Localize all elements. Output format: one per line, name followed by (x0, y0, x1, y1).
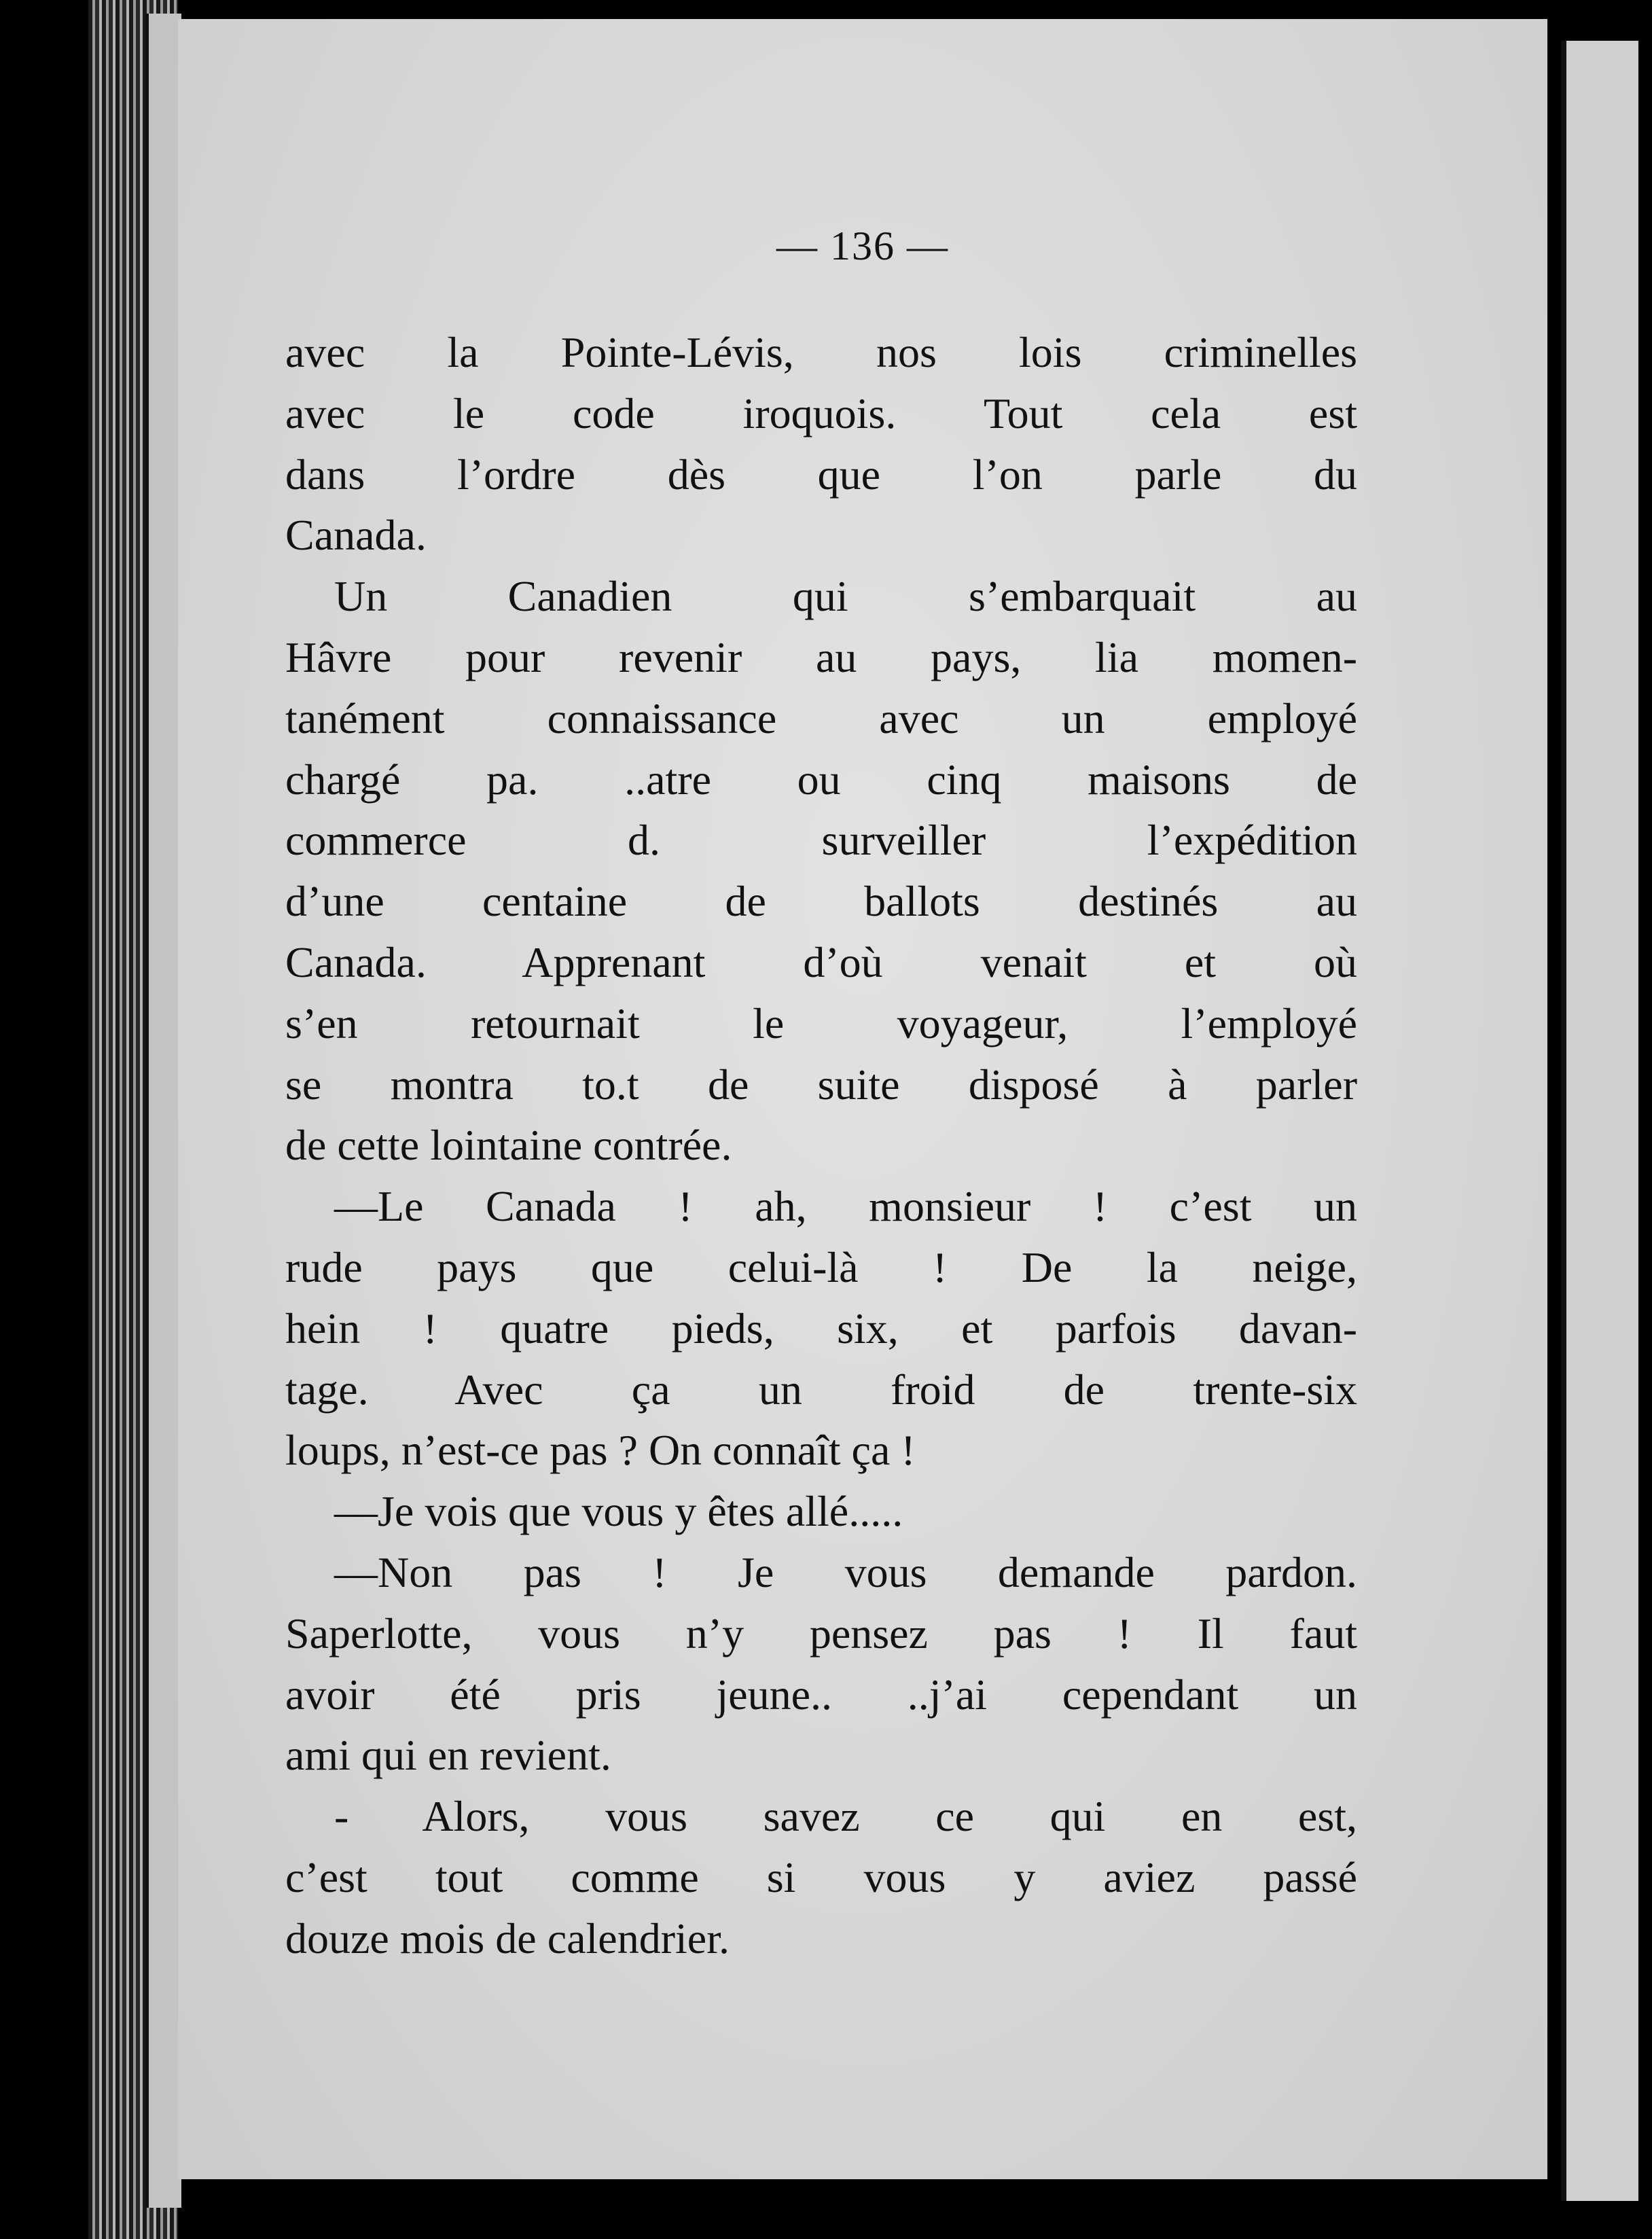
page-edge-inner (145, 14, 181, 2208)
facing-page-edge (1561, 41, 1638, 2201)
text-line: hein ! quatre pieds, six, et parfois davan- (285, 1304, 1357, 1353)
text-line: douze mois de calendrier. (285, 1914, 730, 1963)
text-line: avec la Pointe-Lévis, nos lois criminelles (285, 328, 1357, 376)
text-line: - Alors, vous savez ce qui en est, (334, 1792, 1357, 1841)
text-line: Canada. (285, 511, 427, 560)
text-line: ami qui en revient. (285, 1731, 611, 1780)
text-line: commerce d. surveiller l’expédition (285, 816, 1357, 865)
text-line: —Le Canada ! ah, monsieur ! c’est un (334, 1182, 1357, 1231)
facing-page-strip (1547, 0, 1652, 2239)
text-line: avec le code iroquois. Tout cela est (285, 389, 1357, 437)
text-line: Saperlotte, vous n’y pensez pas ! Il faut (285, 1609, 1357, 1658)
text-line: d’une centaine de ballots destinés au (285, 877, 1357, 926)
text-line: dans l’ordre dès que l’on parle du (285, 450, 1357, 499)
text-line: se montra to.t de suite disposé à parler (285, 1060, 1357, 1109)
text-line: tage. Avec ça un froid de trente-six (285, 1365, 1357, 1414)
text-line: s’en retournait le voyageur, l’employé (285, 999, 1357, 1047)
text-line: avoir été pris jeune.. ..j’ai cependant un (285, 1670, 1357, 1719)
page-number: — 136 — (776, 223, 949, 268)
text-line: loups, n’est-ce pas ? On connaît ça ! (285, 1426, 916, 1475)
text-line: Canada. Apprenant d’où venait et où (285, 937, 1357, 986)
text-line: tanément connaissance avec un employé (285, 694, 1357, 742)
text-line: de cette lointaine contrée. (285, 1121, 732, 1170)
text-line: rude pays que celui-là ! De la neige, (285, 1242, 1357, 1291)
text-line: —Non pas ! Je vous demande pardon. (334, 1547, 1357, 1596)
text-line: chargé pa. ..atre ou cinq maisons de (285, 755, 1357, 804)
text-line: Un Canadien qui s’embarquait au (334, 572, 1357, 621)
text-line: —Je vois que vous y êtes allé..... (334, 1487, 903, 1536)
text-line: c’est tout comme si vous y aviez passé (285, 1852, 1357, 1901)
text-line: Hâvre pour revenir au pays, lia momen- (285, 632, 1357, 681)
book-page-edges (88, 0, 178, 2239)
page-text (285, 322, 1357, 1969)
